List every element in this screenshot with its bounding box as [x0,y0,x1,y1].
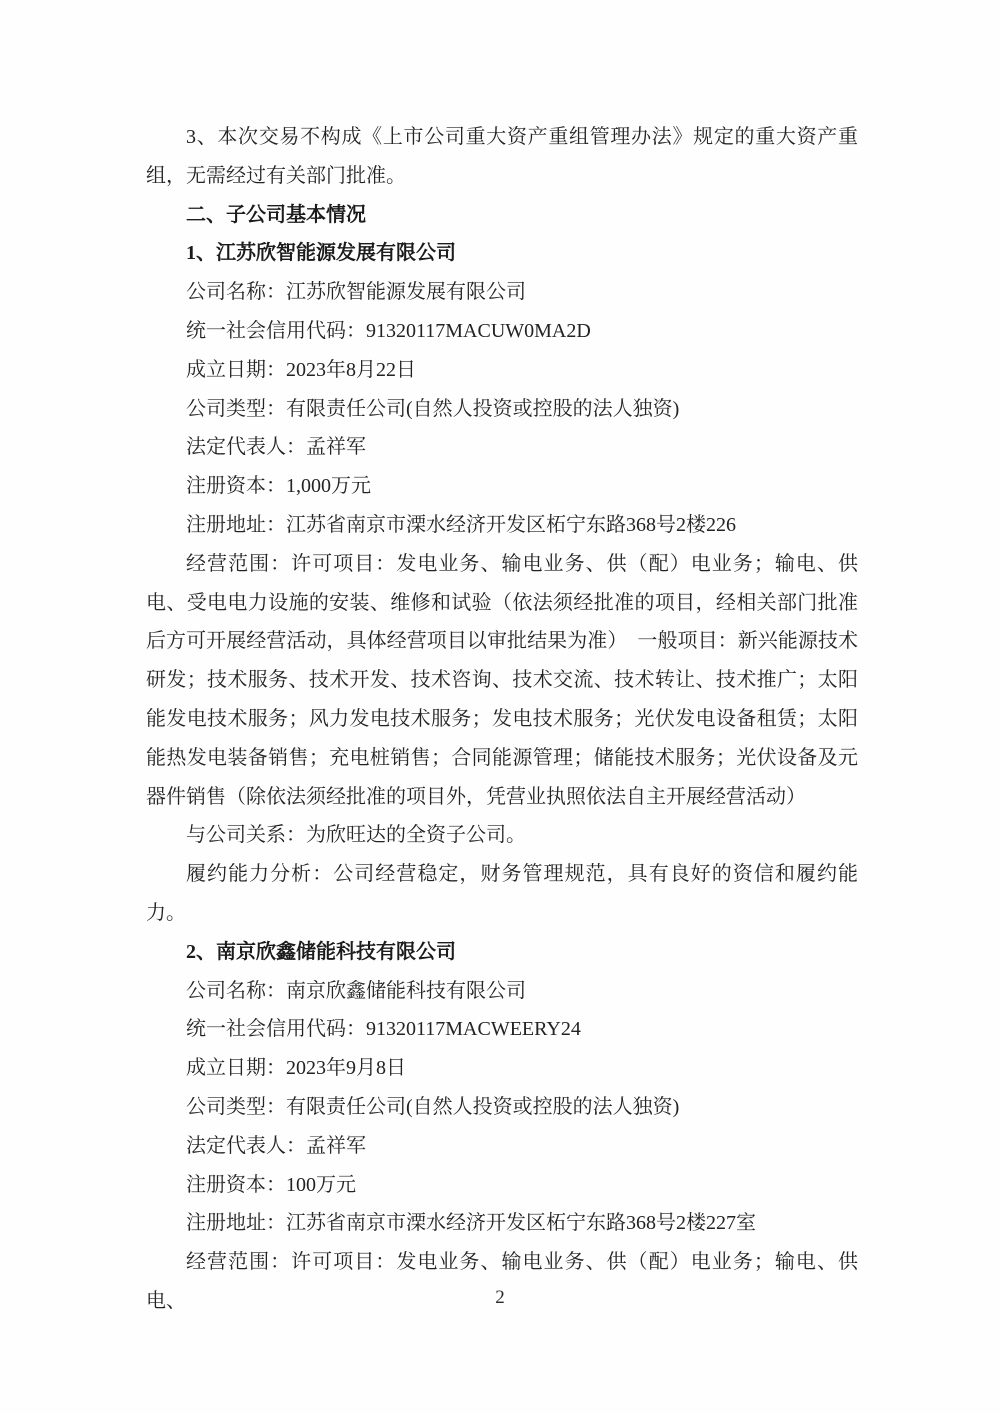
company2-establish-date: 成立日期：2023年9月8日 [186,1057,406,1080]
company2-heading: 2、南京欣鑫储能科技有限公司 [186,940,456,963]
document-body [146,118,858,1321]
company1-business-scope: 经营范围：许可项目：发电业务、输电业务、供（配）电业务；输电、供电、受电电力设施的安装、维修和试验（依法须经批准的项目，经相关部门批准后方可开展经营活动，具体经营项目以审批结果为准） 一般项目：新兴能源技术研发；技术服务、技术开发、技术咨询、技术交流、技术转让、技术推广；太阳能发电技术服务；风力发电技术服务；发电技术服务；光伏发电设备租赁；太阳能热发电装备销售；充电桩销售；合同能源管理；储能技术服务；光伏设备及元器件销售（除依法须经批准的项目外，凭营业执照依法自主开展经营活动） [146,552,858,808]
company2-legal-representative: 法定代表人：孟祥军 [186,1134,366,1157]
company2-type: 公司类型：有限责任公司(自然人投资或控股的法人独资) [186,1095,680,1118]
para-transaction-note: 3、本次交易不构成《上市公司重大资产重组管理办法》规定的重大资产重组，无需经过有关部门批准。 [146,126,858,187]
company1-credit-code: 统一社会信用代码：91320117MACUW0MA2D [186,319,591,342]
company1-registered-address: 注册地址：江苏省南京市溧水经济开发区柘宁东路368号2楼226 [186,513,736,536]
page-number: 2 [495,1287,505,1308]
company1-establish-date: 成立日期：2023年8月22日 [186,358,416,381]
company1-heading: 1、江苏欣智能源发展有限公司 [186,242,456,265]
company1-relation: 与公司关系：为欣旺达的全资子公司。 [186,824,526,847]
company1-performance-analysis: 履约能力分析：公司经营稳定，财务管理规范，具有良好的资信和履约能力。 [146,863,858,924]
company2-business-scope-partial: 经营范围：许可项目：发电业务、输电业务、供（配）电业务；输电、供电、 [146,1251,858,1312]
company2-credit-code: 统一社会信用代码：91320117MACWEERY24 [186,1018,581,1041]
company2-registered-address: 注册地址：江苏省南京市溧水经济开发区柘宁东路368号2楼227室 [186,1212,756,1235]
company1-type: 公司类型：有限责任公司(自然人投资或控股的法人独资) [186,397,680,420]
company2-registered-capital: 注册资本：100万元 [186,1173,356,1196]
company1-name: 公司名称：江苏欣智能源发展有限公司 [186,281,526,304]
company1-registered-capital: 注册资本：1,000万元 [186,475,371,498]
company2-name: 公司名称：南京欣鑫储能科技有限公司 [186,979,526,1002]
company1-legal-representative: 法定代表人：孟祥军 [186,436,366,459]
section-heading: 二、子公司基本情况 [186,203,366,226]
